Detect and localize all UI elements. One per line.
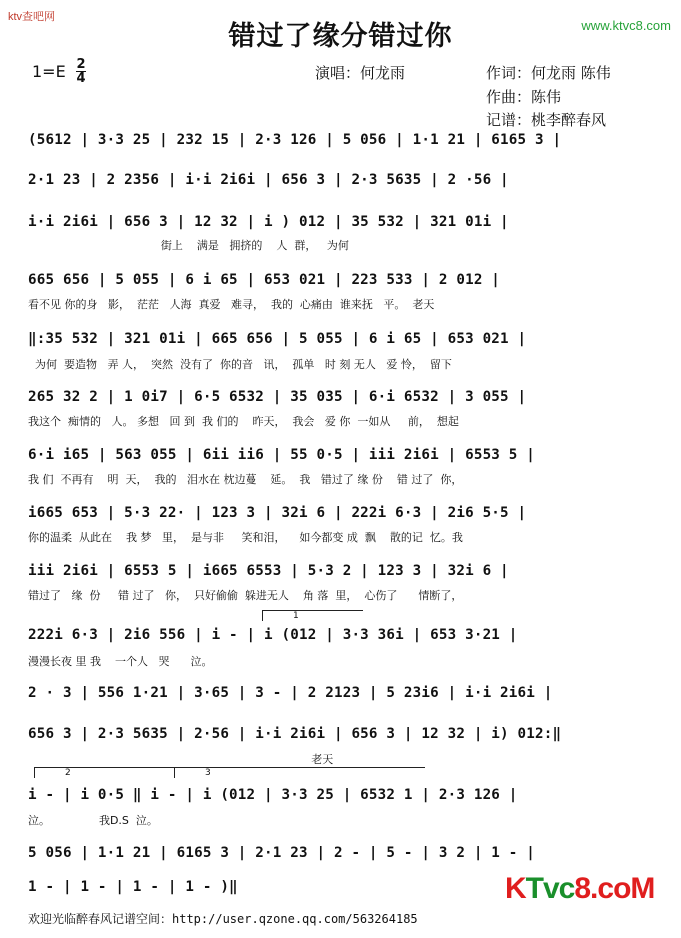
notation-row-9: iii 2i6i | 6553 5 | i665 6553 | 5·3 2 | 123 3 | 32i 6 | [28,563,509,579]
logo-t: Tvc [525,872,575,905]
site-watermark-left: ktv查吧网 [8,11,56,23]
time-sig-bottom: 4 [76,71,86,86]
notation-row-7: 6·i i65 | 563 055 | 6ii ii6 | 55 0·5 | iii 2i6i | 6553 5 | [28,447,536,463]
notation-row-13: i - | i 0·5 ‖ i - | i (012 | 3·3 25 | 6532 1 | 2·3 126 | [28,787,518,803]
lyricist-credit: 作词：何龙雨 陈伟 [486,64,611,82]
lyric-row-7: 我 们 不再有 明 天， 我的 泪水在 枕边蔓 延。 我 错过了 缘 份 错 过了 你， [28,473,463,486]
transcriber-credit: 记谱：桃李醉春风 [486,111,607,129]
time-sig-top: 2 [76,57,86,72]
lyric-row-3: 街上 满是 拥挤的 人 群， 为何 [28,239,349,252]
notation-row-15: 1 - | 1 - | 1 - | 1 - )‖ [28,879,238,895]
notation-row-8: i665 653 | 5·3 22· | 123 3 | 32i 6 | 222i 6·3 | 2i6 5·5 | [28,505,527,521]
lyric-row-4: 看不见 你的身 影， 茫茫 人海 真爱 难寻， 我的 心痛由 谁来抚 平。 老天 [28,298,435,311]
site-watermark-right: www.ktvc8.com [581,18,671,33]
notation-row-14: 5 056 | 1·1 21 | 6165 3 | 2·1 23 | 2 - | 5 - | 3 2 | 1 - | [28,845,536,861]
volta-bracket-2: 2 [34,767,195,778]
notation-row-1: (5612 | 3·3 25 | 232 15 | 2·3 126 | 5 056 | 1·1 21 | 6165 3 | [28,132,562,148]
key-signature: 1=E [32,62,66,81]
lyric-row-10: 漫漫长夜 里 我 一个人 哭 泣。 [28,655,213,668]
composer-credit: 作曲：陈伟 [486,88,562,106]
notation-row-3: i·i 2i6i | 656 3 | 12 32 | i ) 012 | 35 532 | 321 01i | [28,214,509,230]
notation-row-4: 665 656 | 5 055 | 6 i 65 | 653 021 | 223 533 | 2 012 | [28,272,501,288]
notation-row-11: 2 · 3 | 556 1·21 | 3·65 | 3 - | 2 2123 | 5 23i6 | i·i 2i6i | [28,685,553,701]
volta-bracket-1: 1 [262,610,363,621]
notation-row-5: ‖:35 532 | 321 01i | 665 656 | 5 055 | 6 i 65 | 653 021 | [28,331,527,347]
volta-bracket-3: 3 [174,767,425,778]
lyric-row-12: 老天 [28,753,334,766]
footer-credit: 欢迎光临醉春风记谱空间：http://user.qzone.qq.com/563264185 [28,912,418,926]
notation-row-10: 222i 6·3 | 2i6 556 | i - | i (012 | 3·3 36i | 653 3·21 | [28,627,518,643]
singer-credit: 演唱：何龙雨 [315,64,406,82]
logo-r: 8.coM [574,872,655,905]
logo-k: K [505,872,526,905]
lyric-row-8: 你的温柔 从此在 我 梦 里， 是与非 笑和泪， 如今都变 成 飘 散的记 忆。我 [28,531,463,544]
time-signature [76,58,86,85]
song-title: 错过了缘分错过你 [228,21,453,52]
lyric-row-5: 为何 要造物 弄 人， 突然 没有了 你的音 讯， 孤单 时 刻 无人 爱 怜， 留下 [28,358,452,371]
ktvc8-logo [505,872,654,906]
notation-row-2: 2·1 23 | 2 2356 | i·i 2i6i | 656 3 | 2·3 5635 | 2 ·56 | [28,172,509,188]
notation-row-6: 265 32 2 | 1 0i7 | 6·5 6532 | 35 035 | 6·i 6532 | 3 055 | [28,389,527,405]
notation-row-12: 656 3 | 2·3 5635 | 2·56 | i·i 2i6i | 656 3 | 12 32 | i) 012:‖ [28,726,562,742]
lyric-row-6: 我这个 痴情的 人。 多想 回 到 我 们的 昨天， 我会 爱 你 一如从 前， 想起 [28,415,459,428]
lyric-row-13: 泣。 我D.S 泣。 [28,814,158,827]
lyric-row-9: 错过了 缘 份 错 过了 你， 只好偷偷 躲进无人 角 落 里， 心伤了 情断了， [28,589,463,602]
